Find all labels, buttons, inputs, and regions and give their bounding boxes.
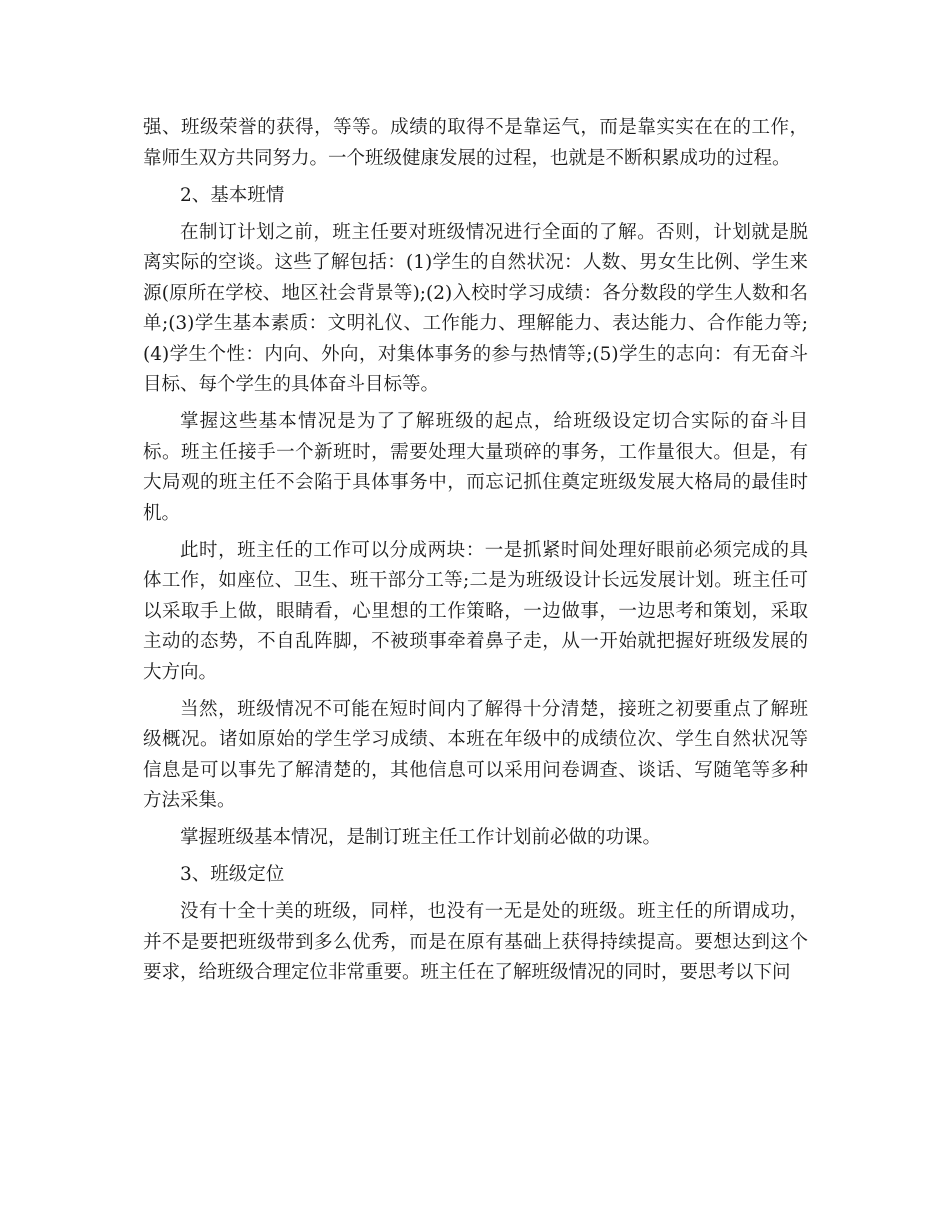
paragraph-starting-point: 掌握这些基本情况是为了了解班级的起点，给班级设定切合实际的奋斗目标。班主任接手一个新班时，需要处理大量琐碎的事务，工作量很大。但是，有大局观的班主任不会陷于具体事务中，而忘记抓住奠定班级发展大格局的最佳时机。 <box>143 411 808 524</box>
paragraph-class-overview: 当然，班级情况不可能在短时间内了解得十分清楚，接班之初要重点了解班级概况。诸如原始的学生学习成绩、本班在年级中的成绩位次、学生自然状况等信息是可以事先了解清楚的，其他信息可以采用问卷调查、谈话、写随笔等多种方法采集。 <box>143 698 808 811</box>
paragraph-class-positioning: 没有十全十美的班级，同样，也没有一无是处的班级。班主任的所谓成功，并不是要把班级带到多么优秀，而是在原有基础上获得持续提高。要想达到这个要求，给班级合理定位非常重要。班主任在了解班级情况的同时，要思考以下问 <box>143 901 808 983</box>
paragraph-homework: 掌握班级基本情况，是制订班主任工作计划前必做的功课。 <box>180 827 662 848</box>
section-heading-class-positioning: 3、班级定位 <box>180 864 285 885</box>
document-body <box>143 113 808 995</box>
section-heading-basic-class-info: 2、基本班情 <box>180 184 285 206</box>
paragraph-continuation: 强、班级荣誉的获得，等等。成绩的取得不是靠运气，而是靠实实在在的工作，靠师生双方共同努力。一个班级健康发展的过程，也就是不断积累成功的过程。 <box>143 117 808 169</box>
paragraph-understanding-class: 在制订计划之前，班主任要对班级情况进行全面的了解。否则，计划就是脱离实际的空谈。这些了解包括：(1)学生的自然状况：人数、男女生比例、学生来源(原所在学校、地区社会背景等);(2)入校时学习成绩：各分数段的学生人数和名单;(3)学生基本素质：文明礼仪、工作能力、理解能力、表达能力、合作能力等;(4)学生个性：内向、外向，对集体事务的参与热情等;(5)学生的志向：有无奋斗目标、每个学生的具体奋斗目标等。 <box>143 221 808 395</box>
paragraph-two-parts-of-work: 此时，班主任的工作可以分成两块：一是抓紧时间处理好眼前必须完成的具体工作，如座位、卫生、班干部分工等;二是为班级设计长远发展计划。班主任可以采取手上做，眼睛看，心里想的工作策略，一边做事，一边思考和策划，采取主动的态势，不自乱阵脚，不被琐事牵着鼻子走，从一开始就把握好班级发展的大方向。 <box>143 539 808 683</box>
